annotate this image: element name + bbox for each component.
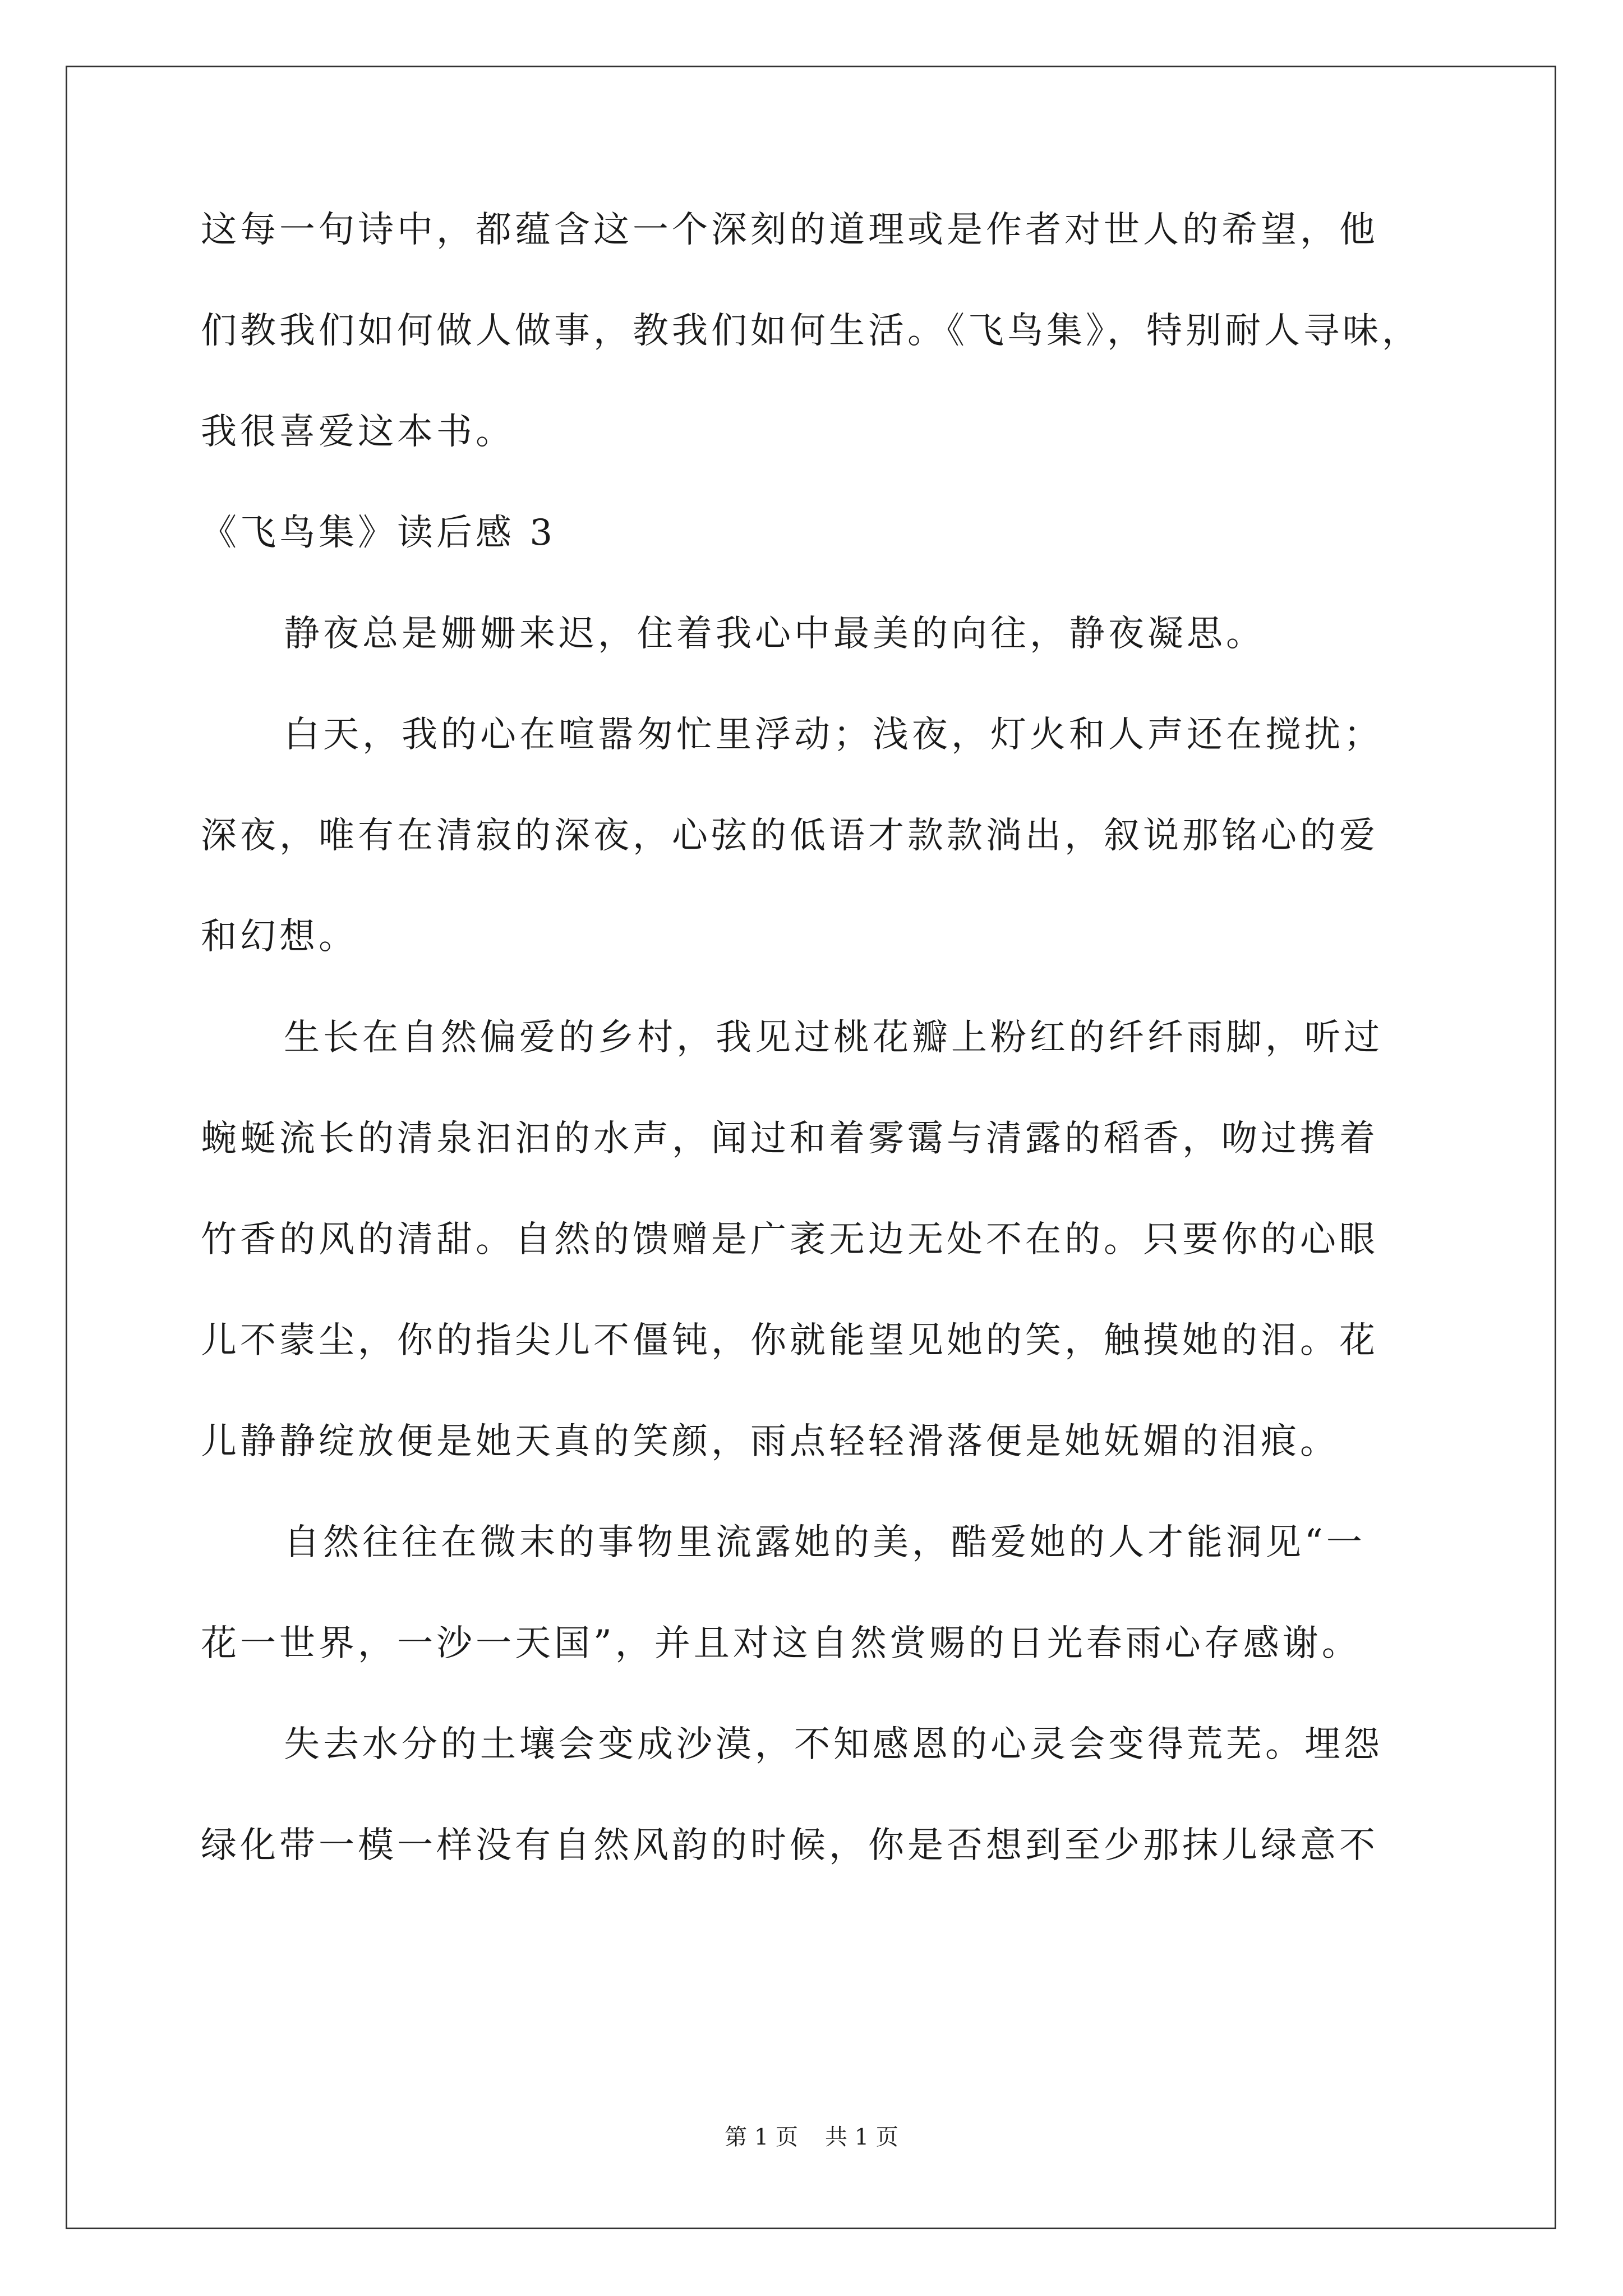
section-heading: 《飞鸟集》读后感 3 — [201, 512, 556, 554]
text-line: 我很喜爱这本书。 — [201, 411, 515, 453]
text-line: 这每一句诗中，都蕴含这一个深刻的道理或是作者对世人的希望，他 — [201, 209, 1378, 251]
text-line: 花一世界，一沙一天国”，并且对这自然赏赐的日光春雨心存感谢。 — [201, 1623, 1361, 1664]
text-line: 蜿蜒流长的清泉汩汩的水声，闻过和着雾霭与清露的稻香，吻过携着 — [201, 1118, 1378, 1159]
text-line: 儿静静绽放便是她天真的笑颜，雨点轻轻滑落便是她妩媚的泪痕。 — [201, 1421, 1339, 1462]
text-line: 失去水分的土壤会变成沙漠，不知感恩的心灵会变得荒芜。埋怨 — [284, 1724, 1383, 1765]
text-line: 静夜总是姗姗来迟，住着我心中最美的向往，静夜凝思。 — [284, 613, 1265, 655]
text-line: 白天，我的心在喧嚣匆忙里浮动；浅夜，灯火和人声还在搅扰； — [284, 714, 1383, 756]
text-line: 竹香的风的清甜。自然的馈赠是广袤无边无处不在的。只要你的心眼 — [201, 1219, 1378, 1260]
page-footer — [0, 2120, 1623, 2154]
text-line: 深夜，唯有在清寂的深夜，心弦的低语才款款淌出，叙说那铭心的爱 — [201, 815, 1378, 857]
text-line: 生长在自然偏爱的乡村，我见过桃花瓣上粉红的纤纤雨脚，听过 — [284, 1017, 1383, 1059]
text-line: 和幻想。 — [201, 916, 358, 958]
page-number: 第 1 页 — [725, 2124, 798, 2150]
text-line: 自然往往在微末的事物里流露她的美，酷爱她的人才能洞见“一 — [284, 1522, 1366, 1563]
text-line: 儿不蒙尘，你的指尖儿不僵钝，你就能望见她的笑，触摸她的泪。花 — [201, 1320, 1378, 1361]
text-line: 们教我们如何做人做事，教我们如何生活。《飞鸟集》，特别耐人寻味， — [201, 310, 1421, 352]
page-total: 共 1 页 — [825, 2124, 898, 2150]
text-line: 绿化带一模一样没有自然风韵的时候，你是否想到至少那抹儿绿意不 — [201, 1825, 1378, 1866]
